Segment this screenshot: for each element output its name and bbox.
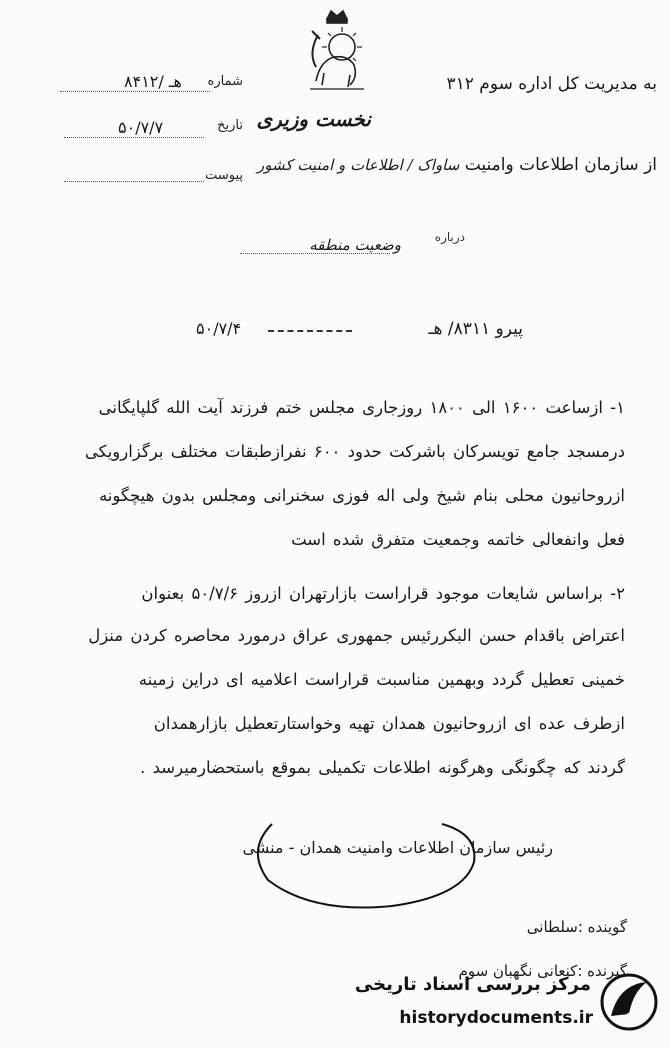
- watermark-url: historydocuments.ir: [399, 1008, 593, 1028]
- reference-date: ۵۰/۷/۴: [196, 319, 242, 338]
- attachment-dotted-line: [64, 180, 204, 182]
- lion-and-sun-emblem: [298, 5, 376, 95]
- watermark-title: مرکز بررسی اسناد تاریخی: [354, 974, 591, 995]
- from-printed: از سازمان اطلاعات وامنیت: [464, 155, 657, 175]
- agency-signature: نخست وزیری: [256, 107, 371, 131]
- body-line: ازطرف عده ای ازروحانیون همدان تهیه وخواستارتعطیل بازارهمدان: [153, 714, 625, 733]
- about-value: وضعیت منطقه: [309, 236, 401, 254]
- date-dotted-line: [64, 136, 204, 138]
- number-dotted-line: [60, 90, 210, 92]
- archive-watermark: [354, 964, 663, 1042]
- body-line: اعتراض باقدام حسن البکررئیس جمهوری عراق درمورد محاصره کردن منزل: [88, 626, 625, 645]
- speaker-line: گوینده :سلطانی: [526, 918, 627, 936]
- signatory-title: رئیس سازمان اطلاعات وامنیت همدان - منشی: [242, 838, 553, 857]
- about-dotted-line: [240, 252, 390, 254]
- body-line: گردند که چگونگی وهرگونه اطلاعات تکمیلی بموقع باستحضارمیرسد .: [140, 758, 625, 777]
- body-line: خمینی تعطیل گردد وبهمین مناسبت قراراست اعلامیه ای دراین زمینه: [138, 670, 625, 689]
- signature-oval-mark: [242, 810, 482, 920]
- from-line: [257, 155, 657, 175]
- archive-logo-icon: [599, 970, 659, 1034]
- from-handwritten: ساواک / اطلاعات و امنیت کشور: [257, 156, 460, 174]
- reference-text: پیرو ۸۳۱۱/ هـ: [428, 319, 523, 339]
- body-line: ۲- براساس شایعات موجود قراراست بازارتهران ازروز ۵۰/۷/۶ بعنوان: [141, 584, 625, 603]
- receiver-line: گیرنده :کنعانی نگهبان سوم: [458, 962, 627, 980]
- body-line: ۱- ازساعت ۱۶۰۰ الی ۱۸۰۰ روزجاری مجلس ختم فرزند آیت الله گلپایگانی: [98, 398, 625, 417]
- letter-date: ۵۰/۷/۷: [118, 118, 164, 137]
- body-line: فعل وانفعالی خاتمه وجمعیت متفرق شده است: [291, 530, 625, 549]
- number-label: شماره: [207, 74, 243, 89]
- about-label: درباره: [434, 230, 465, 244]
- reference-dash: [268, 330, 352, 332]
- letter-number: ۸۴۱۲/ هـ: [124, 72, 182, 91]
- body-line: درمسجد جامع تویسرکان باشرکت حدود ۶۰۰ نفرازطبقات مختلف برگزارویکی: [84, 442, 625, 461]
- date-label: تاریخ: [217, 118, 243, 133]
- attachment-label: پیوست: [205, 168, 243, 183]
- recipient-line: به مدیریت کل اداره سوم ۳۱۲: [446, 74, 657, 94]
- body-line: ازروحانیون محلی بنام شیخ ولی اله فوزی سخنرانی ومجلس بدون هیچگونه: [98, 486, 625, 505]
